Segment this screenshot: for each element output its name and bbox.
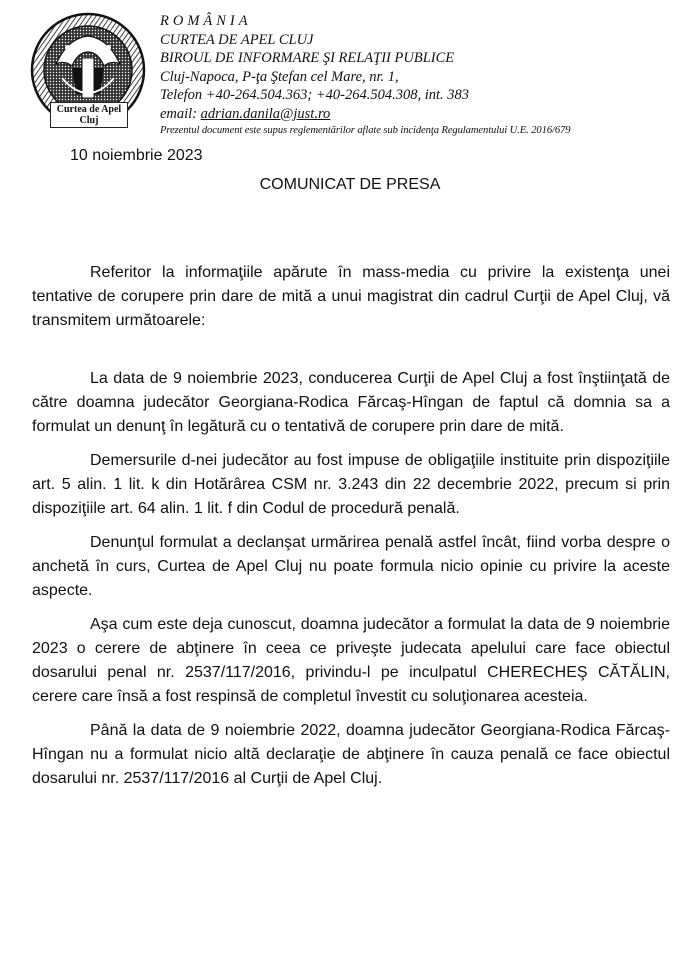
country-name: ROMÂNIA	[160, 13, 252, 29]
logo-label: Curtea de Apel Cluj	[50, 102, 128, 128]
phone-numbers: Telefon +40-264.504.363; +40-264.504.308, int. 383	[160, 87, 470, 103]
office-name: BIROUL DE INFORMARE ŞI RELAŢII PUBLICE	[160, 50, 455, 66]
document-date: 10 noiembrie 2023	[70, 147, 203, 164]
press-release-body	[32, 261, 670, 791]
paragraph: Demersurile d-nei judecător au fost impuse de obligaţiile instituite prin dispoziţiile art. 5 alin. 1 lit. k din Hotărârea CSM nr. 3.243 din 22 decembrie 2022, precum si prin dispoziţiile art. 64 alin. 1 lit. f din Codul de procedură penală.	[32, 452, 670, 517]
email-prefix: email:	[160, 105, 198, 122]
paragraph: La data de 9 noiembrie 2023, conducerea Curţii de Apel Cluj a fost înştiinţată de către doamna judecător Georgiana-Rodica Fărcaş-Hîngan de faptul că domnia sa a formulat un denunţ în legătură cu o tentativă de corupere prin dare de mită.	[32, 370, 670, 435]
paragraph: Denunţul formulat a declanşat urmărirea penală astfel încât, fiind vorba despre o anchetă în curs, Curtea de Apel Cluj nu poate formula nicio opinie cu privire la aceste aspecte.	[32, 534, 670, 599]
address: Cluj-Napoca, P-ţa Ştefan cel Mare, nr. 1,	[160, 68, 399, 85]
court-seal-logo	[28, 8, 148, 140]
letterhead	[160, 12, 695, 139]
email-link[interactable]: adrian.danila@just.ro	[200, 105, 331, 122]
gdpr-notice: Prezentul document este supus reglementărilor aflate sub incidenţa Regulamentului U.E. 2016/679	[160, 125, 571, 136]
email-line	[160, 105, 695, 124]
paragraph: Aşa cum este deja cunoscut, doamna judecător a formulat la data de 9 noiembrie 2023 o cerere de abţinere în ceea ce priveşte judecata apelului care face obiectul dosarului penal nr. 2537/117/2016, privindu-l pe inculpatul CHERECHEŞ CĂTĂLIN, cerere care însă a fost respinsă de completul învestit cu soluţionarea acesteia.	[32, 616, 670, 705]
court-name: CURTEA DE APEL CLUJ	[160, 31, 314, 48]
paragraph: Până la data de 9 noiembrie 2022, doamna judecător Georgiana-Rodica Fărcaş-Hîngan nu a formulat nicio altă declaraţie de abţinere în cauza penală ce face obiectul dosarului nr. 2537/117/2016 al Curţii de Apel Cluj.	[32, 722, 670, 787]
paragraph: Referitor la informaţiile apărute în mass-media cu privire la existenţa unei tentative de corupere prin dare de mită a unui magistrat din cadrul Curţii de Apel Cluj, vă transmitem următoarele:	[32, 264, 670, 329]
document-title: COMUNICAT DE PRESA	[259, 176, 441, 193]
